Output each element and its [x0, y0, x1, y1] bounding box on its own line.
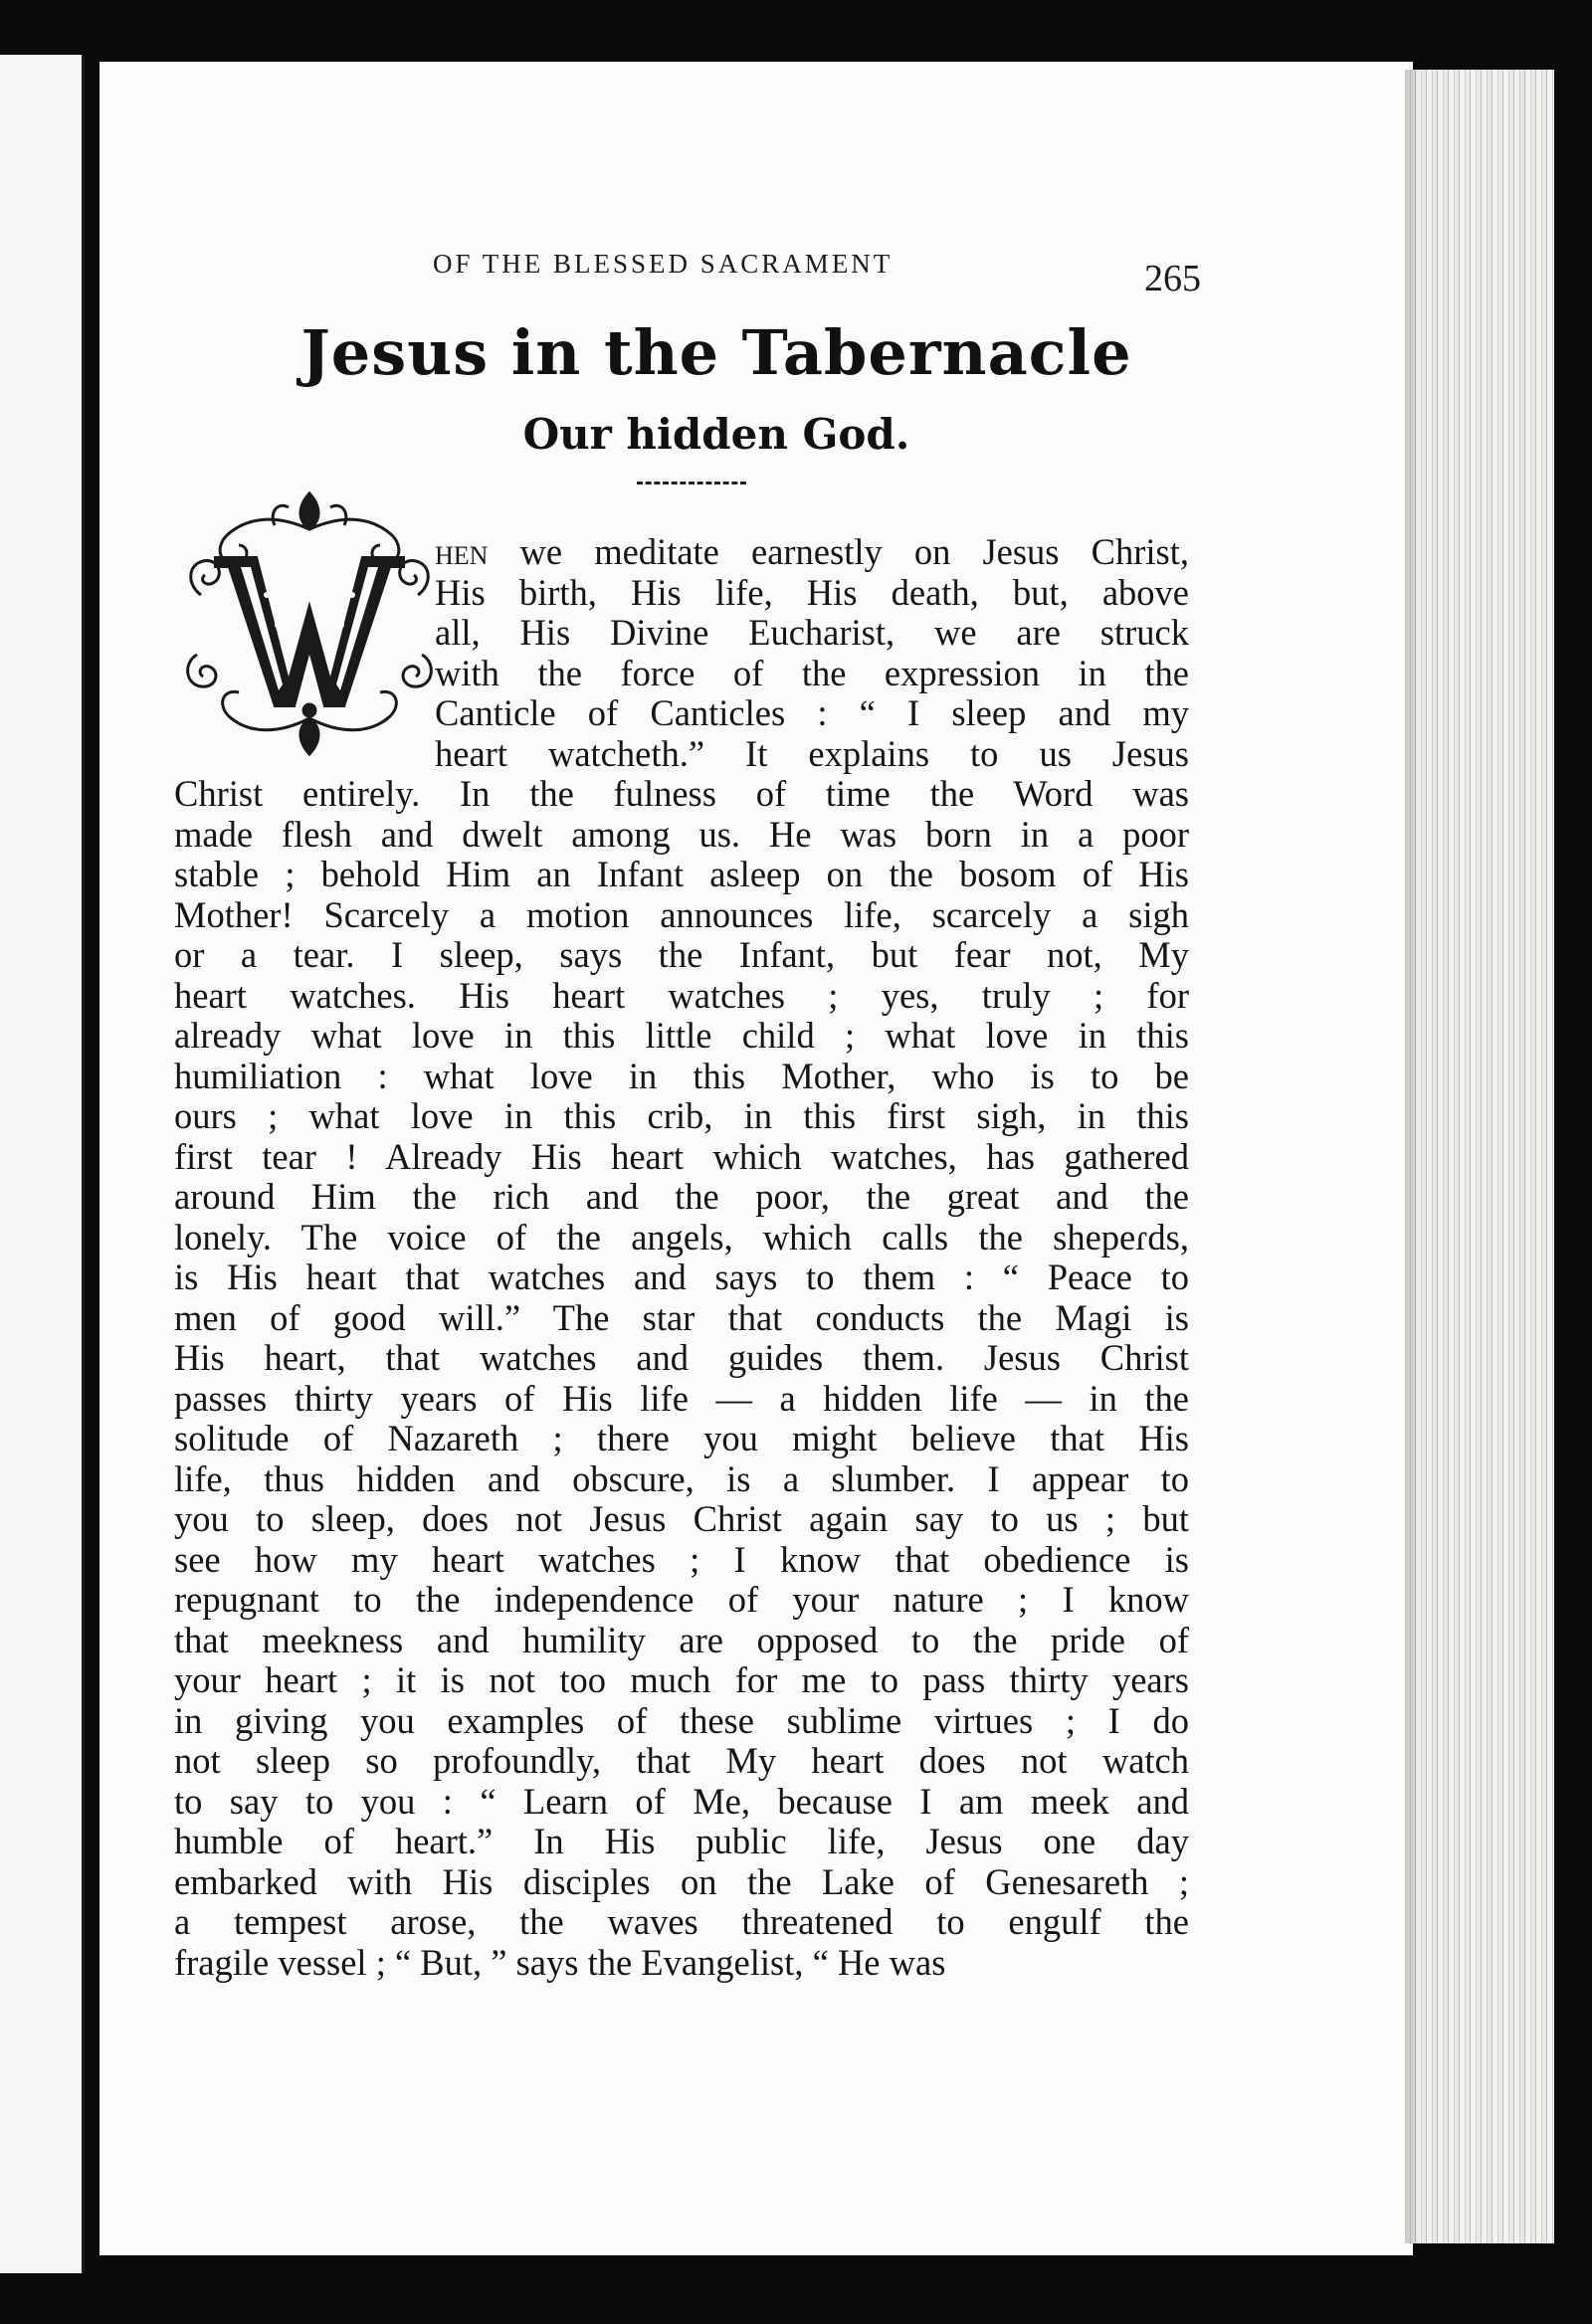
text-line: all, His Divine Eucharist, we are struck	[435, 612, 1189, 653]
text-line: Canticle of Canticles : “ I sleep and my	[435, 692, 1189, 733]
text-line: heart watcheth.” It explains to us Jesus	[435, 732, 1189, 774]
text-line: His birth, His life, His death, but, above	[435, 571, 1189, 613]
text-line: already what love in this little child ; what love in this	[174, 1015, 1189, 1056]
text-line: humble of heart.” In His public life, Jesus one day	[174, 1821, 1189, 1861]
text-line: lonely. The voice of the angels, which calls the shepeɾds,	[174, 1216, 1189, 1258]
text-line: not sleep so profoundly, that My heart does not watch	[174, 1740, 1189, 1781]
text-line: your heart ; it is not too much for me to pass thirty years	[174, 1659, 1189, 1700]
text-line: passes thirty years of His life — a hidden life — in the	[174, 1377, 1189, 1419]
text-line: humiliation : what love in this Mother, who is to be	[174, 1055, 1189, 1096]
chapter-subtitle: Our hidden God.	[522, 410, 910, 459]
page-edges	[1405, 70, 1554, 2243]
text-line: first tear ! Already His heart which watches, has gathered	[174, 1135, 1189, 1177]
text-line: life, thus hidden and obscure, is a slumber. I appear to	[174, 1457, 1189, 1499]
text-line: made flesh and dwelt among us. He was born in a poor	[174, 813, 1189, 855]
page-gutter-shadow	[1405, 70, 1421, 2243]
text-line: heart watches. His heart watches ; yes, truly ; for	[174, 974, 1189, 1016]
title-rule	[637, 482, 746, 484]
body-text	[174, 532, 1189, 1983]
running-head: OF THE BLESSED SACRAMENT	[433, 249, 894, 279]
text-line: that meekness and humility are opposed to the pride of	[174, 1619, 1189, 1660]
text-line: men of good will.” The star that conducts the Magi is	[174, 1296, 1189, 1338]
text-line: Mother! Scarcely a motion announces life, scarcely a sigh	[174, 893, 1189, 935]
text-line: around Him the rich and the poor, the great and the	[174, 1176, 1189, 1217]
text-line: His heart, that watches and guides them. Jesus Christ	[174, 1337, 1189, 1378]
chapter-title: Jesus in the Tabernacle	[300, 316, 1132, 389]
text-line: stable ; behold Him an Infant asleep on the bosom of His	[174, 854, 1189, 894]
text-line: to say to you : “ Learn of Me, because I am meek and	[174, 1780, 1189, 1822]
text-line: a tempest arose, the waves threatened to engulf the	[174, 1901, 1189, 1942]
text-line: see how my heart watches ; I know that obedience is	[174, 1538, 1189, 1580]
text-line: fragile vessel ; “ But, ” says the Evangelist, “ He was	[174, 1941, 946, 1983]
text-line: embarked with His disciples on the Lake of Genesareth ;	[174, 1860, 1189, 1902]
text-line: you to sleep, does not Jesus Christ again say to us ; but	[174, 1498, 1189, 1539]
text-line: in giving you examples of these sublime virtues ; I do	[174, 1699, 1189, 1741]
text-line: repugnant to the independence of your nature ; I know	[174, 1579, 1189, 1620]
text-line: Christ entirely. In the fulness of time the Word was	[174, 773, 1189, 814]
text-line: ours ; what love in this crib, in this first sigh, in this	[174, 1095, 1189, 1136]
text-line: is His heaɪt that watches and says to them : “ Peace to	[174, 1257, 1189, 1297]
opening-small-caps: hen	[435, 531, 489, 572]
text-line: with the force of the expression in the	[435, 652, 1189, 693]
text-line: or a tear. I sleep, says the Infant, but fear not, My	[174, 934, 1189, 975]
page-number: 265	[1144, 258, 1201, 299]
text-line: solitude of Nazareth ; there you might believe that His	[174, 1418, 1189, 1458]
text-line: hen we meditate earnestly on Jesus Christ,	[435, 531, 1189, 572]
